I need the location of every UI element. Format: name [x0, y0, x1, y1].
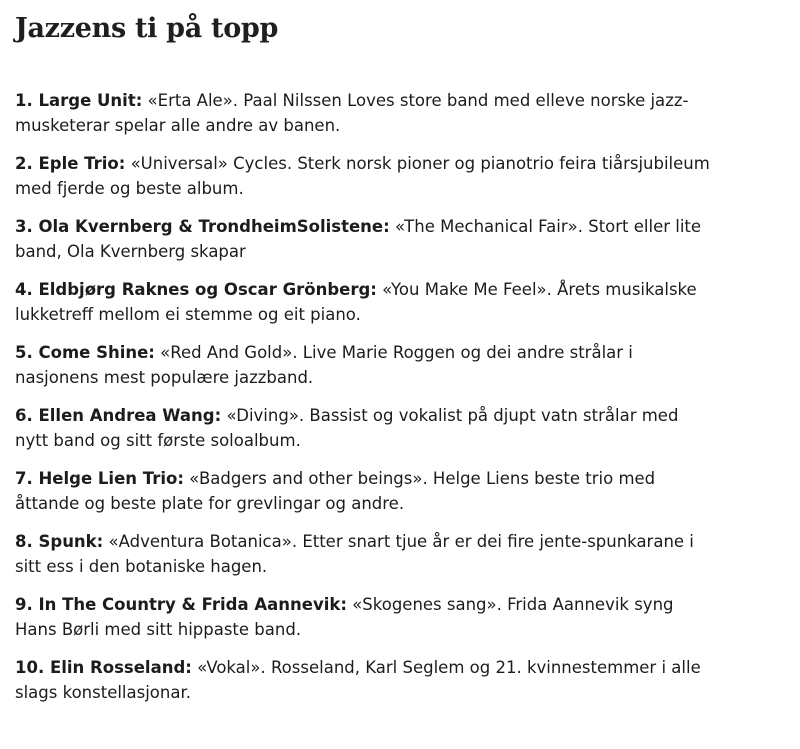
list-item — [15, 466, 715, 516]
list-item — [15, 151, 715, 201]
item-lead: 6. Ellen Andrea Wang: — [15, 406, 222, 425]
item-text: «Vokal». Rosseland, Karl Seglem og 21. kvinnestemmer i alle slags konstellasjonar. — [15, 658, 701, 702]
top-ten-list — [15, 88, 715, 718]
item-lead: 2. Eple Trio: — [15, 154, 126, 173]
item-lead: 8. Spunk: — [15, 532, 104, 551]
list-item — [15, 655, 715, 705]
item-text: «The Mechanical Fair». Stort eller lite band, Ola Kvernberg skapar — [15, 217, 702, 261]
item-lead: 10. Elin Rosseland: — [15, 658, 192, 677]
item-lead: 3. Ola Kvernberg & TrondheimSolistene: — [15, 217, 390, 236]
item-text: «Universal» Cycles. Sterk norsk pioner og pianotrio feira tiårsjubileum med fjerde og beste album. — [15, 154, 710, 198]
list-item — [15, 214, 715, 264]
list-item — [15, 277, 715, 327]
item-lead: 5. Come Shine: — [15, 343, 155, 362]
item-text: «Skogenes sang». Frida Aannevik syng Hans Børli med sitt hippaste band. — [15, 595, 674, 639]
item-text: «Erta Ale». Paal Nilssen Loves store band med elleve norske jazz-musketerar spelar alle andre av banen. — [15, 91, 689, 135]
item-text: «Red And Gold». Live Marie Roggen og dei andre strålar i nasjonens mest populære jazzband. — [15, 343, 633, 387]
item-lead: 4. Eldbjørg Raknes og Oscar Grönberg: — [15, 280, 377, 299]
item-text: «Badgers and other beings». Helge Liens beste trio med åttande og beste plate for grevlingar og andre. — [15, 469, 656, 513]
page-title: Jazzens ti på topp — [15, 13, 279, 44]
item-text: «Adventura Botanica». Etter snart tjue år er dei fire jente-spunkarane i sitt ess i den botaniske hagen. — [15, 532, 694, 576]
list-item — [15, 403, 715, 453]
list-item — [15, 340, 715, 390]
item-text: «Diving». Bassist og vokalist på djupt vatn strålar med nytt band og sitt første soloalbum. — [15, 406, 679, 450]
list-item — [15, 88, 715, 138]
item-lead: 9. In The Country & Frida Aannevik: — [15, 595, 347, 614]
item-text: «You Make Me Feel». Årets musikalske lukketreff mellom ei stemme og eit piano. — [15, 280, 697, 324]
item-lead: 7. Helge Lien Trio: — [15, 469, 184, 488]
list-item — [15, 529, 715, 579]
item-lead: 1. Large Unit: — [15, 91, 143, 110]
list-item — [15, 592, 715, 642]
